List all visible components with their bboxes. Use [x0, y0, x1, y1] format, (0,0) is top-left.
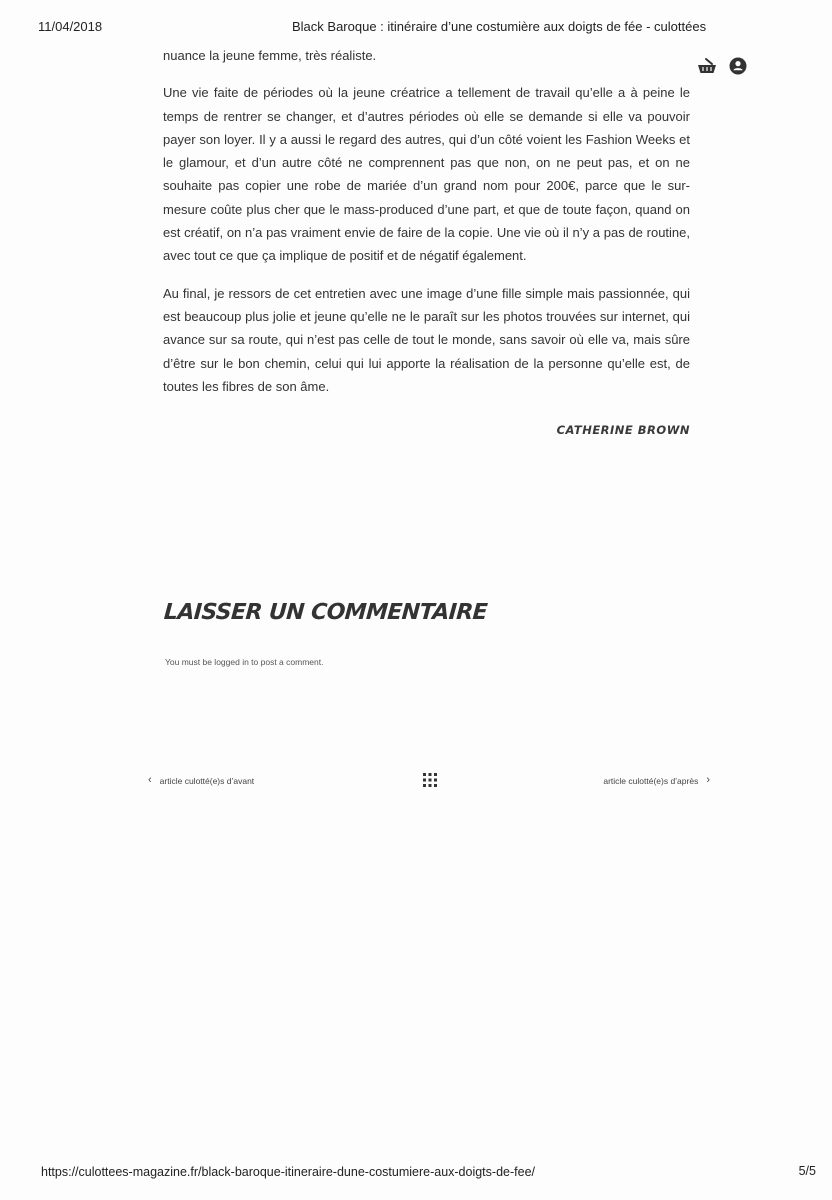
article-body	[163, 44, 690, 412]
login-required-note	[165, 657, 323, 667]
header-icons	[697, 57, 747, 75]
previous-article-label: article culotté(e)s d’avant	[159, 775, 255, 786]
article-paragraph: nuance la jeune femme, très réaliste.	[163, 48, 377, 63]
chevron-left-icon: ‹	[148, 774, 152, 786]
previous-article-link[interactable]	[148, 775, 254, 786]
user-icon[interactable]	[729, 57, 747, 75]
login-required-text: You must be logged in to post a comment.	[165, 657, 324, 667]
article-author: CATHERINE BROWN	[556, 423, 690, 437]
article-paragraph: Au final, je ressors de cet entretien avec une image d’une fille simple mais passionnée, qui est beaucoup plus jolie et jeune qu’elle ne le paraît sur les photos trouvées sur internet, qui avance sur sa route, qui n’est pas celle de tout le monde, sans savoir où elle va, mais sûre d’être sur le bon chemin, celui qui lui apporte la réalisation de la personne qu’elle est, de toutes les fibres de son âme.	[163, 285, 690, 394]
print-page-number: 5/5	[798, 1164, 816, 1178]
comment-section-heading: LAISSER UN COMMENTAIRE	[163, 600, 488, 625]
next-article-label: article culotté(e)s d’après	[603, 775, 699, 786]
print-url: https://culottees-magazine.fr/black-baroque-itineraire-dune-costumiere-aux-doigts-de-fee/	[41, 1165, 535, 1179]
basket-icon[interactable]	[697, 57, 717, 75]
chevron-right-icon: ›	[706, 774, 710, 786]
next-article-link[interactable]	[603, 775, 710, 786]
print-date: 11/04/2018	[38, 19, 103, 34]
print-page-title: Black Baroque : itinéraire d’une costumière aux doigts de fée - culottées	[292, 19, 707, 34]
post-navigation	[148, 772, 710, 790]
article-paragraph: Une vie faite de périodes où la jeune créatrice a tellement de travail qu’elle a à peine le temps de rentrer se changer, et d’autres périodes où elle se demande si elle va pouvoir payer son loyer. Il y a aussi le regard des autres, qui d’un côté voient les Fashion Weeks et le glamour, et d’un autre côté ne comprennent pas que non, on ne peut pas, et on ne souhaite pas copier une robe de mariée d’un grand nom pour 200€, parce que le sur-mesure coûte plus cher que le mass-produced d’une part, et que de toute façon, quand on est créatif, on n’a pas vraiment envie de faire de la copie. Une vie où il n’y a pas de routine, avec tout ce que ça implique de positif et de négatif également.	[163, 85, 690, 264]
grid-icon[interactable]	[423, 773, 437, 789]
